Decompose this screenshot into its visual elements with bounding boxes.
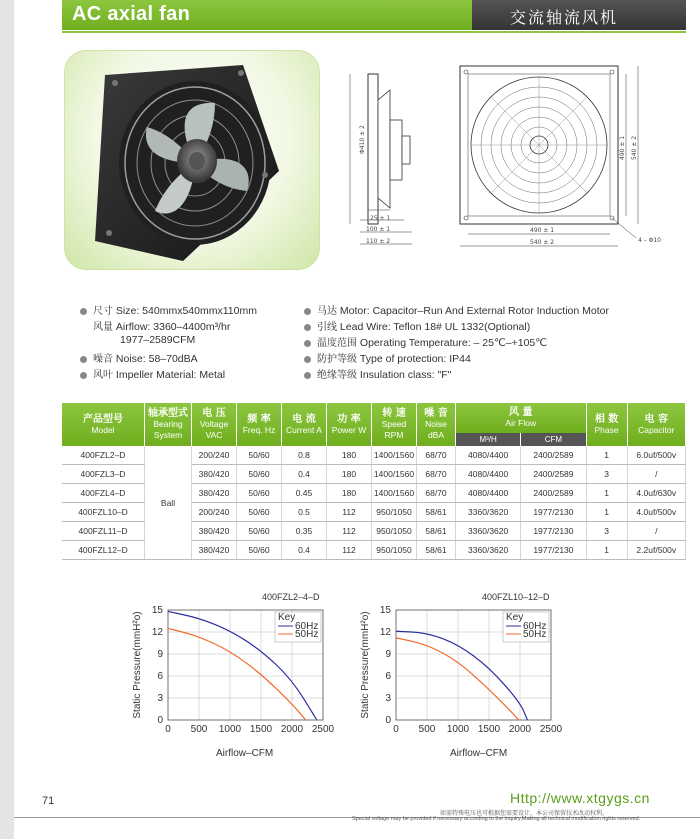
header-current: 电 流 Current A [282, 403, 327, 446]
header-capacitor: 电 容 Capacitor [627, 403, 685, 446]
spec-lead-wire: 引线 Lead Wire: Teflon 18# UL 1332(Optional) [304, 318, 530, 333]
table-cell: 4.0uf/630v [627, 484, 685, 503]
table-cell: 180 [327, 465, 372, 484]
header-voltage: 电 压 Voltage VAC [192, 403, 237, 446]
table-cell: 58/61 [417, 503, 456, 522]
bullet-icon [304, 356, 311, 363]
table-row [62, 446, 686, 465]
y-tick-label: 12 [151, 627, 163, 638]
footer-url: Http://www.xtgygs.cn [510, 790, 650, 806]
y-tick-label: 15 [151, 605, 163, 616]
x-tick-label: 2500 [311, 724, 335, 735]
y-tick-label: 12 [379, 627, 391, 638]
table-cell: 2.2uf/500v [627, 541, 685, 560]
dim-side-diameter: Φ410 ± 2 [359, 125, 366, 154]
dim-side-2: 100 ± 1 [366, 226, 391, 233]
table-cell: 400FZL3–D [62, 465, 145, 484]
table-cell: / [627, 465, 685, 484]
table-cell: 180 [327, 484, 372, 503]
x-tick-label: 1500 [477, 724, 501, 735]
x-tick-label: 500 [190, 724, 208, 735]
table-cell: 380/420 [192, 541, 237, 560]
table-cell: 6.0uf/500v [627, 446, 685, 465]
spec-table [62, 403, 686, 560]
spec-size: 尺寸 Size: 540mmx540mmx110mm [80, 302, 257, 317]
table-cell: / [627, 522, 685, 541]
spec-insulation: 绝缘等级 Insulation class: "F" [304, 366, 451, 381]
spec-airflow-cfm: 1977–2589CFM [120, 334, 196, 346]
table-cell: 400FZL4–D [62, 484, 145, 503]
bearing-cell: Ball [145, 446, 192, 560]
header-speed: 转 速 Speed RPM [372, 403, 417, 446]
dim-front-width-outer: 540 ± 2 [530, 239, 555, 246]
chart-ylabel: Static Pressure(mmH²o) [132, 611, 143, 719]
series-line-50Hz [396, 638, 519, 720]
chart-2-xlabel: Airflow–CFM [450, 748, 508, 759]
header-title-cn: 交流轴流风机 [510, 8, 619, 27]
table-cell: 4080/4400 [456, 484, 521, 503]
dim-mounting-holes: 4 – Φ10 [638, 237, 661, 244]
table-cell: 68/70 [417, 446, 456, 465]
axial-fan-illustration [65, 51, 319, 269]
series-line-60Hz [396, 631, 527, 720]
table-cell: 4.0uf/500v [627, 503, 685, 522]
header-power: 功 率 Power W [327, 403, 372, 446]
table-cell: 1977/2130 [521, 503, 586, 522]
table-cell: 1977/2130 [521, 522, 586, 541]
table-cell: 1400/1560 [372, 465, 417, 484]
table-cell: 0.8 [282, 446, 327, 465]
y-tick-label: 0 [157, 715, 163, 726]
bullet-icon [304, 308, 311, 315]
table-cell: 950/1050 [372, 541, 417, 560]
y-tick-label: 3 [157, 693, 163, 704]
table-cell: 2400/2589 [521, 465, 586, 484]
chart-1-xlabel: Airflow–CFM [216, 748, 274, 759]
table-cell: 400FZL11–D [62, 522, 145, 541]
table-cell: 380/420 [192, 484, 237, 503]
table-cell: 0.45 [282, 484, 327, 503]
header-frequency: 频 率 Freq. Hz [237, 403, 282, 446]
footer-note-en: Special voltage may be provided if necessary according to the inquiry,Making all technical modification rights reserved. [352, 816, 641, 822]
table-cell: 3360/3620 [456, 541, 521, 560]
table-cell: 58/61 [417, 541, 456, 560]
spec-motor: 马达 Motor: Capacitor–Run And External Rotor Induction Motor [304, 302, 609, 317]
x-tick-label: 2500 [539, 724, 563, 735]
table-cell: 68/70 [417, 465, 456, 484]
bullet-icon [80, 372, 87, 379]
table-cell: 1400/1560 [372, 446, 417, 465]
header-divider [62, 31, 686, 33]
table-cell: 50/60 [237, 522, 282, 541]
header-bearing: 轴承型式 Bearing System [145, 403, 192, 446]
dim-side-3: 110 ± 2 [366, 238, 391, 245]
bullet-icon [304, 324, 311, 331]
table-cell: 112 [327, 522, 372, 541]
header-title-en: AC axial fan [72, 3, 191, 25]
chart-2 [356, 600, 576, 745]
x-tick-label: 1000 [446, 724, 470, 735]
y-tick-label: 3 [385, 693, 391, 704]
table-cell: 400FZL12–D [62, 541, 145, 560]
header-airflow-cfm: CFM [521, 433, 586, 446]
page-number: 71 [42, 795, 55, 807]
header-noise: 噪 音 Noise dBA [417, 403, 456, 446]
table-cell: 112 [327, 541, 372, 560]
table-cell: 2400/2589 [521, 446, 586, 465]
page-margin-strip [0, 0, 14, 839]
x-tick-label: 0 [165, 724, 171, 735]
chart-1-title: 400FZL2–4–D [262, 592, 320, 602]
header-phase: 相 数 Phase [586, 403, 627, 446]
table-cell: 3 [586, 465, 627, 484]
table-cell: 1 [586, 503, 627, 522]
y-tick-label: 9 [385, 649, 391, 660]
spec-protection: 防护等级 Type of protection: IP44 [304, 350, 471, 365]
table-cell: 4080/4400 [456, 446, 521, 465]
spec-impeller: 风叶 Impeller Material: Metal [80, 366, 225, 381]
table-cell: 0.5 [282, 503, 327, 522]
legend-entry: 50Hz [295, 629, 319, 640]
table-cell: 1977/2130 [521, 541, 586, 560]
table-cell: 400FZL2–D [62, 446, 145, 465]
footer-note-cn: 如需特殊电压也可根据您需要设计，本公司保留技术改动权利。 [440, 810, 609, 817]
legend-entry: 60Hz [523, 621, 547, 632]
y-tick-label: 6 [385, 671, 391, 682]
dim-side-1: 25 ± 1 [370, 215, 391, 222]
table-cell: 50/60 [237, 541, 282, 560]
table-cell: 50/60 [237, 503, 282, 522]
table-cell: 3 [586, 522, 627, 541]
table-cell: 50/60 [237, 465, 282, 484]
table-body [62, 446, 686, 560]
table-cell: 380/420 [192, 465, 237, 484]
bullet-icon [80, 308, 87, 315]
x-tick-label: 1500 [249, 724, 273, 735]
table-cell: 1 [586, 446, 627, 465]
y-tick-label: 0 [385, 715, 391, 726]
side-view-drawing [330, 60, 440, 260]
chart-1 [128, 600, 348, 745]
table-cell: 68/70 [417, 484, 456, 503]
table-cell: 1 [586, 484, 627, 503]
table-cell: 50/60 [237, 446, 282, 465]
legend-title: Key [506, 612, 524, 623]
table-cell: 1400/1560 [372, 484, 417, 503]
spec-airflow: 风量 Airflow: 3360–4400m³/hr [93, 321, 231, 333]
dim-front-height-outer: 540 ± 2 [631, 135, 638, 160]
table-cell: 200/240 [192, 446, 237, 465]
table-cell: 4080/4400 [456, 465, 521, 484]
y-tick-label: 9 [157, 649, 163, 660]
x-tick-label: 1000 [218, 724, 242, 735]
table-header-row [62, 403, 686, 433]
table-cell: 400FZL10–D [62, 503, 145, 522]
x-tick-label: 2000 [280, 724, 304, 735]
legend-title: Key [278, 612, 296, 623]
y-tick-label: 6 [157, 671, 163, 682]
product-photo [64, 50, 320, 270]
table-cell: 0.35 [282, 522, 327, 541]
x-tick-label: 500 [418, 724, 436, 735]
table-cell: 1 [586, 541, 627, 560]
legend-entry: 60Hz [295, 621, 319, 632]
header-airflow: 风 量 Air Flow [456, 403, 587, 433]
table-cell: 0.4 [282, 465, 327, 484]
x-tick-label: 2000 [508, 724, 532, 735]
header-model: 产品型号 Model [62, 403, 145, 446]
bullet-icon [304, 372, 311, 379]
table-cell: 200/240 [192, 503, 237, 522]
header-airflow-m3h: M³/H [456, 433, 521, 446]
front-view-drawing [440, 60, 680, 260]
spec-noise: 噪音 Noise: 58–70dBA [80, 350, 198, 365]
spec-temperature: 温度范围 Operating Temperature: – 25℃–+105℃ [304, 334, 547, 349]
table-cell: 3360/3620 [456, 503, 521, 522]
table-cell: 112 [327, 503, 372, 522]
legend-entry: 50Hz [523, 629, 547, 640]
table-cell: 380/420 [192, 522, 237, 541]
x-tick-label: 0 [393, 724, 399, 735]
dim-front-width: 490 ± 1 [530, 227, 555, 234]
table-cell: 50/60 [237, 484, 282, 503]
table-cell: 3360/3620 [456, 522, 521, 541]
table-cell: 950/1050 [372, 522, 417, 541]
table-cell: 58/61 [417, 522, 456, 541]
bullet-icon [304, 340, 311, 347]
dim-front-height: 490 ± 1 [619, 135, 626, 160]
table-cell: 0.4 [282, 541, 327, 560]
table-cell: 2400/2589 [521, 484, 586, 503]
chart-ylabel: Static Pressure(mmH²o) [360, 611, 371, 719]
y-tick-label: 15 [379, 605, 391, 616]
chart-2-title: 400FZL10–12–D [482, 592, 550, 602]
bullet-icon [80, 356, 87, 363]
table-cell: 950/1050 [372, 503, 417, 522]
table-cell: 180 [327, 446, 372, 465]
